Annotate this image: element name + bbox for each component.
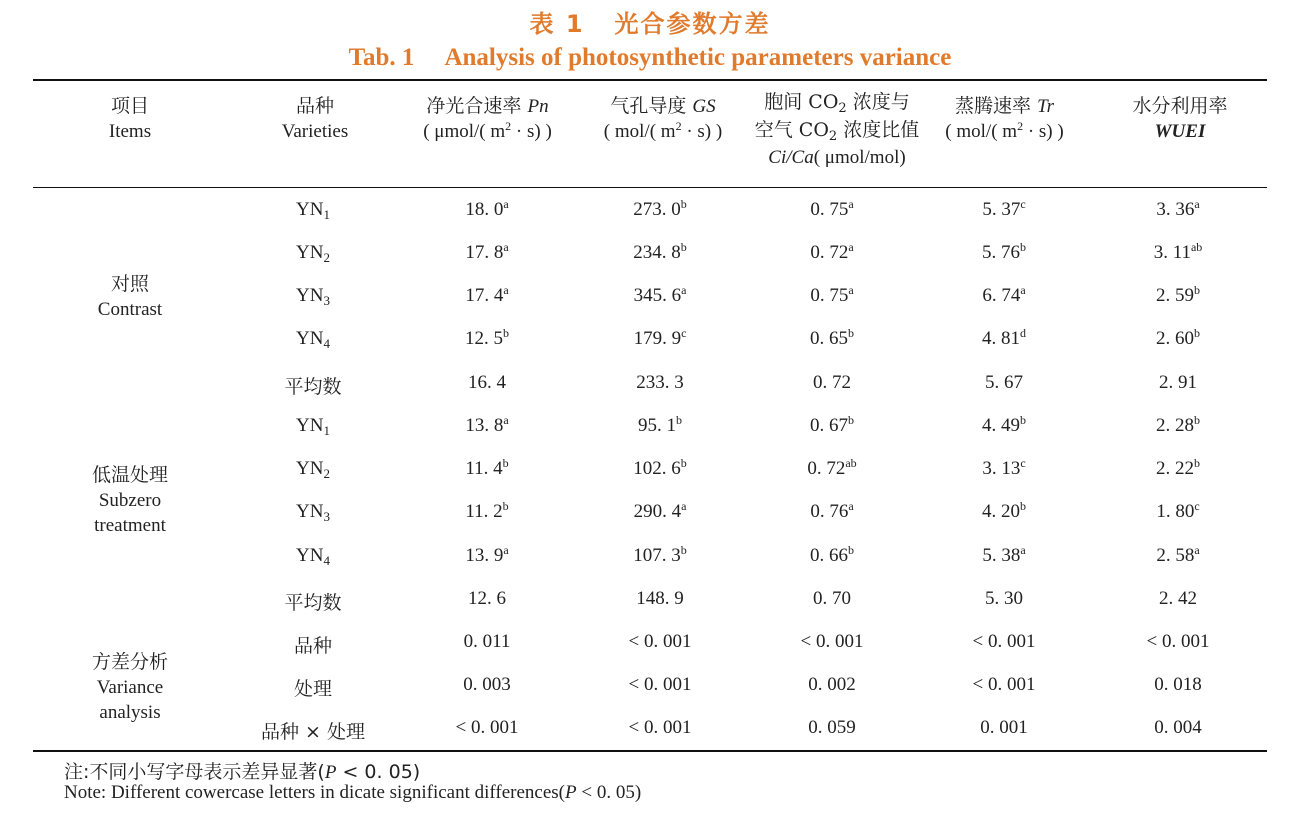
cell-gs: < 0. 001 xyxy=(628,717,692,738)
cell-gs: 107. 3$^b$ xyxy=(633,543,687,566)
cell-wue: 2. 91 xyxy=(1159,372,1197,393)
row-label: 处理 xyxy=(293,678,333,700)
cell-pn: < 0. 001 xyxy=(455,717,519,738)
cell-tr: 4. 49$^b$ xyxy=(982,413,1026,436)
group-subzero-treatment: 低温处理 Subzero treatment xyxy=(91,464,168,536)
header-wuei: 水分利用率 WUEI xyxy=(1132,95,1228,142)
cell-ci: 0. 002 xyxy=(808,674,856,695)
row-label: $YN_2$ xyxy=(296,458,330,481)
table-note-cn: 注:不同小写字母表示差异显著(P < 0. 05) xyxy=(64,761,421,783)
cell-wue: 1. 80$^c$ xyxy=(1156,499,1200,522)
cell-tr: 5. 37$^c$ xyxy=(982,197,1026,220)
table-title-cn: 表 1 光合参数方差 xyxy=(529,10,771,38)
cell-pn: 13. 9$^a$ xyxy=(465,543,509,566)
cell-ci: 0. 75$^a$ xyxy=(810,197,854,220)
row-label: $YN_3$ xyxy=(296,285,330,308)
cell-tr: 0. 001 xyxy=(980,717,1028,738)
cell-wue: 0. 004 xyxy=(1154,717,1202,738)
row-label: 平均数 xyxy=(284,592,342,614)
cell-gs: 179. 9$^c$ xyxy=(633,326,687,349)
cell-tr: 3. 13$^c$ xyxy=(982,456,1026,479)
cell-gs: < 0. 001 xyxy=(628,631,692,652)
cell-pn: 11. 2$^b$ xyxy=(465,499,509,522)
cell-ci: 0. 66$^b$ xyxy=(810,543,854,566)
cell-wue: 2. 28$^b$ xyxy=(1156,413,1200,436)
table-bottom-rule xyxy=(33,750,1267,752)
group-contrast: 对照 Contrast xyxy=(97,273,163,320)
header-varieties: 品种 Varieties xyxy=(281,95,349,142)
row-label: $YN_4$ xyxy=(296,545,330,568)
cell-ci: < 0. 001 xyxy=(800,631,864,652)
cell-ci: 0. 65$^b$ xyxy=(810,326,854,349)
cell-ci: 0. 76$^a$ xyxy=(810,499,854,522)
cell-tr: < 0. 001 xyxy=(972,674,1036,695)
cell-tr: 4. 20$^b$ xyxy=(982,499,1026,522)
cell-ci: 0. 70 xyxy=(813,588,851,609)
cell-pn: 12. 5$^b$ xyxy=(465,326,509,349)
cell-pn: 12. 6 xyxy=(468,588,506,609)
header-ci-ca: 胞间 $CO_2$ 浓度与 空气 $CO_2$ 浓度比值 Ci/Ca( μmol/mol) xyxy=(754,91,920,168)
header-items: 项目 Items xyxy=(108,95,152,142)
cell-gs: 233. 3 xyxy=(636,372,684,393)
cell-ci: 0. 75$^a$ xyxy=(810,283,854,306)
cell-tr: 4. 81$^d$ xyxy=(982,326,1026,349)
cell-ci: 0. 059 xyxy=(808,717,856,738)
row-label: $YN_4$ xyxy=(296,328,330,351)
cell-tr: 6. 74$^a$ xyxy=(982,283,1026,306)
header-tr: 蒸腾速率 Tr ( mol/( $m^2 \cdot s$) ) xyxy=(945,95,1064,142)
cell-pn: 18. 0$^a$ xyxy=(465,197,509,220)
row-label: $YN_2$ xyxy=(296,242,330,265)
cell-ci: 0. 67$^b$ xyxy=(810,413,854,436)
cell-pn: 13. 8$^a$ xyxy=(465,413,509,436)
cell-wue: 2. 42 xyxy=(1159,588,1197,609)
cell-pn: 0. 011 xyxy=(463,631,511,652)
table-title-en: Tab. 1 Analysis of photosynthetic parameters variance xyxy=(348,44,952,71)
cell-gs: 273. 0$^b$ xyxy=(633,197,687,220)
cell-pn: 16. 4 xyxy=(468,372,506,393)
cell-tr: < 0. 001 xyxy=(972,631,1036,652)
table-top-rule xyxy=(33,79,1267,81)
cell-gs: 345. 6$^a$ xyxy=(633,283,687,306)
cell-gs: 95. 1$^b$ xyxy=(638,413,682,436)
cell-wue: < 0. 001 xyxy=(1146,631,1210,652)
cell-wue: 2. 58$^a$ xyxy=(1156,543,1200,566)
cell-tr: 5. 38$^a$ xyxy=(982,543,1026,566)
header-gs: 气孔导度 GS ( mol/( $m^2 \cdot s$) ) xyxy=(603,95,723,142)
table-note-en: Note: Different cowercase letters in dicate significant differences(P < 0. 05) xyxy=(64,782,642,803)
cell-ci: 0. $72^{ab}$ xyxy=(807,456,857,479)
cell-tr: 5. 76$^b$ xyxy=(982,240,1026,263)
row-label: 平均数 xyxy=(284,376,342,398)
cell-pn: 11. 4$^b$ xyxy=(465,456,509,479)
header-pn: 净光合速率 Pn ( μmol/( $m^2 \cdot s$) ) xyxy=(423,95,552,142)
cell-gs: < 0. 001 xyxy=(628,674,692,695)
cell-pn: 0. 003 xyxy=(463,674,511,695)
group-variance-analysis: 方差分析 Variance analysis xyxy=(91,651,168,723)
cell-gs: 102. 6$^b$ xyxy=(633,456,687,479)
cell-wue: 2. 60$^b$ xyxy=(1156,326,1200,349)
cell-ci: 0. 72$^a$ xyxy=(810,240,854,263)
row-label: $YN_3$ xyxy=(296,501,330,524)
cell-gs: 234. 8$^b$ xyxy=(633,240,687,263)
table-header-rule xyxy=(33,187,1267,188)
cell-tr: 5. 67 xyxy=(985,372,1023,393)
row-label: 品种 × 处理 xyxy=(261,721,365,743)
cell-wue: 2. 22$^b$ xyxy=(1156,456,1200,479)
cell-wue: 3. $11^{ab}$ xyxy=(1153,240,1203,263)
cell-wue: 2. 59$^b$ xyxy=(1156,283,1200,306)
row-label: 品种 xyxy=(293,635,333,657)
cell-gs: 290. 4$^a$ xyxy=(633,499,687,522)
row-label: $YN_1$ xyxy=(296,199,330,222)
row-label: $YN_1$ xyxy=(296,415,330,438)
cell-gs: 148. 9 xyxy=(636,588,684,609)
cell-pn: 17. 8$^a$ xyxy=(465,240,509,263)
cell-ci: 0. 72 xyxy=(813,372,851,393)
cell-pn: 17. 4$^a$ xyxy=(465,283,509,306)
cell-wue: 0. 018 xyxy=(1154,674,1202,695)
cell-tr: 5. 30 xyxy=(985,588,1023,609)
cell-wue: 3. 36$^a$ xyxy=(1156,197,1200,220)
